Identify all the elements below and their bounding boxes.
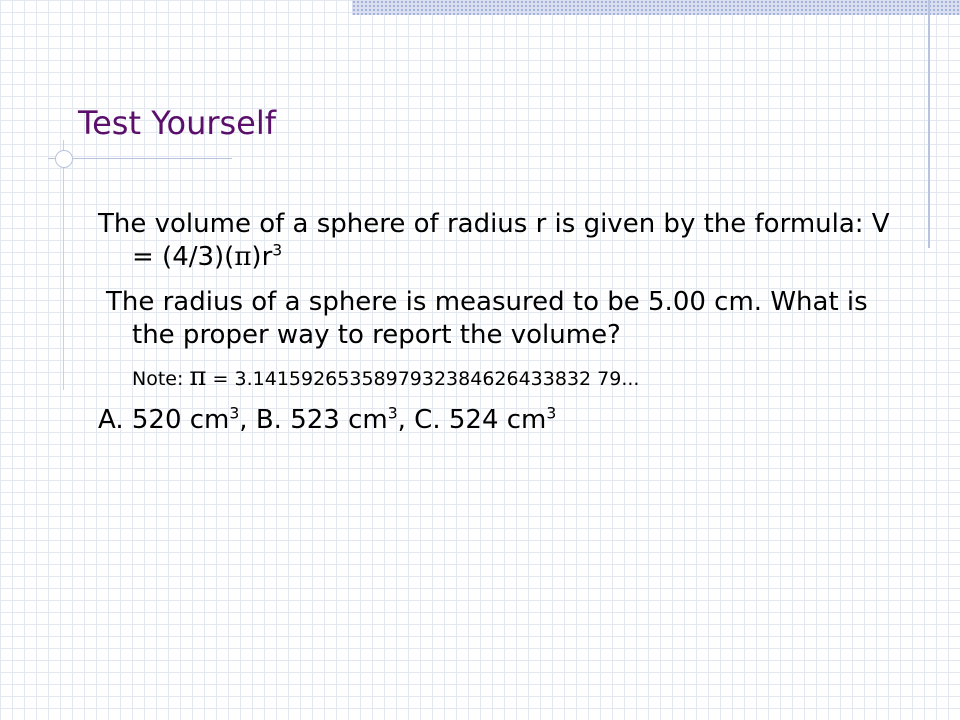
formula-paragraph [98, 208, 898, 274]
formula-text: The volume of a sphere of radius r is given by the formula: V = (4/3)( [98, 209, 890, 272]
slide-title: Test Yourself [78, 104, 277, 142]
pi-note [132, 362, 898, 392]
note-value: = 3.1415926535897932384626433832 79... [206, 368, 640, 390]
right-vertical-rule [928, 0, 930, 248]
exponent: 3 [387, 404, 398, 423]
exponent: 3 [546, 404, 557, 423]
title-underline-rule [48, 158, 232, 159]
choice-a: A. 520 cm [98, 405, 230, 435]
crosshair-ornament-icon [55, 150, 73, 168]
slide-body [98, 208, 898, 449]
left-vertical-rule [63, 140, 64, 390]
answer-choices [98, 404, 898, 437]
choice-b: , B. 523 cm [239, 405, 388, 435]
note-label: Note: [132, 368, 190, 390]
exponent: 3 [272, 241, 283, 260]
pi-symbol: π [189, 362, 207, 392]
pi-symbol: π [234, 242, 252, 272]
exponent: 3 [229, 404, 240, 423]
question-paragraph: The radius of a sphere is measured to be 5.00 cm. What is the proper way to report the volume? [106, 287, 868, 350]
formula-tail: )r [251, 242, 273, 272]
header-decorative-band [352, 0, 960, 15]
choice-c: , C. 524 cm [397, 405, 547, 435]
